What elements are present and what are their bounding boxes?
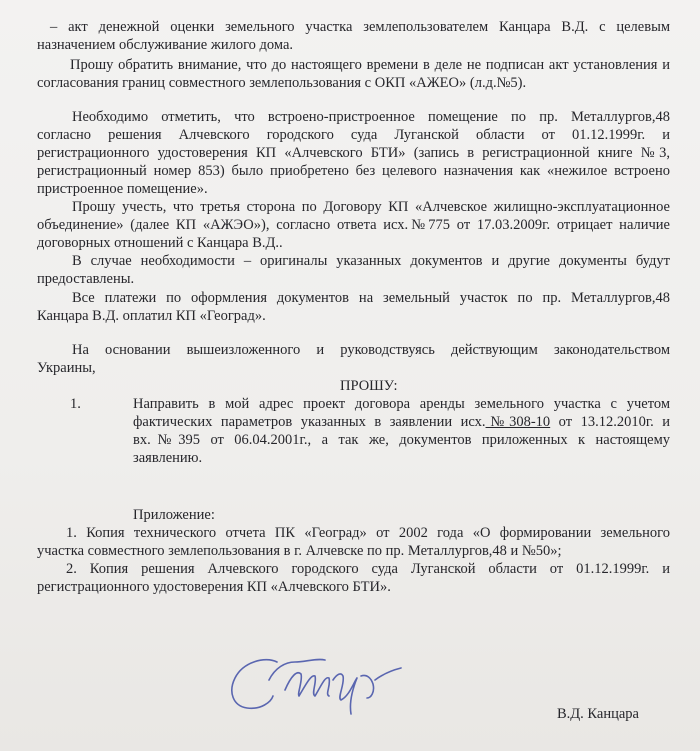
basis-line-2: Украины, bbox=[37, 360, 96, 376]
handwritten-signature bbox=[225, 640, 415, 720]
request-line-2-post: от 13.12.2010г. и bbox=[550, 414, 671, 430]
third-party-line-1: Прошу учесть, что третья сторона по Договору КП «Алчевское жилищно-эксплуатационное bbox=[72, 199, 670, 215]
attention-line-1: Прошу обратить внимание, что до настоящего времени в деле не подписан акт установления и bbox=[70, 57, 670, 73]
payments-line-2: Канцара В.Д. оплатил КП «Геоград». bbox=[37, 308, 266, 324]
request-line-2 bbox=[133, 414, 670, 431]
request-item-number: 1. bbox=[70, 396, 81, 412]
third-party-line-3: договорных отношений с Канцара В.Д.. bbox=[37, 235, 283, 251]
signer-name: В.Д. Канцара bbox=[557, 706, 639, 722]
appendix-item-2-line-1: 2. Копия решения Алчевского городского суда Луганской области от 01.12.1999г. и bbox=[66, 561, 670, 577]
request-line-3: вх.№395 от 06.04.2001г., а так же, документов приложенных к настоящему bbox=[133, 432, 670, 448]
payments-line-1: Все платежи по оформления документов на земельный участок по пр. Металлургов,48 bbox=[72, 290, 670, 306]
third-party-line-2: объединение» (далее КП «АЖЭО»), согласно ответа исх.№775 от 17.03.2009г. отрицает наличие bbox=[37, 217, 670, 233]
appendix-heading: Приложение: bbox=[133, 507, 215, 523]
premises-line-1: Необходимо отметить, что встроено-пристроенное помещение по пр. Металлургов,48 bbox=[72, 109, 670, 125]
appendix-item-1-line-2: участка совместного землепользования в г. Алчевске по пр. Металлургов,48 и №50»; bbox=[37, 543, 562, 559]
request-line-1: Направить в мой адрес проект договора аренды земельного участка с учетом bbox=[133, 396, 670, 412]
appendix-item-2-line-2: регистрационного удостоверения КП «Алчевского БТИ». bbox=[37, 579, 391, 595]
appendix-item-1-line-1: 1. Копия технического отчета ПК «Геоград» от 2002 года «О формировании земельного bbox=[66, 525, 670, 541]
act-line-2: назначением обслуживание жилого дома. bbox=[37, 37, 294, 53]
attention-line-2: согласования границ совместного землепользования с ОКП «АЖЕО» (л.д.№5). bbox=[37, 75, 527, 91]
premises-line-2: согласно решения Алчевского городского суда Луганской области от 01.12.1999г. и bbox=[37, 127, 670, 143]
premises-line-3: регистрационного удостоверения КП «Алчевского БТИ» (запись в регистрационной книге №3, bbox=[37, 145, 670, 161]
originals-line-1: В случае необходимости – оригиналы указанных документов и другие документы будут bbox=[72, 253, 670, 269]
request-line-4: заявлению. bbox=[133, 450, 203, 466]
request-reference-number: №308-10 bbox=[485, 414, 551, 430]
premises-line-4: регистрационный номер 853) было приобретено без целевого назначения как «нежилое встроено bbox=[37, 163, 670, 179]
basis-line-1: На основании вышеизложенного и руководствуясь действующим законодательством bbox=[72, 342, 670, 358]
act-line-1: – акт денежной оценки земельного участка землепользователем Канцара В.Д. с целевым bbox=[50, 19, 670, 35]
originals-line-2: предоставлены. bbox=[37, 271, 135, 287]
premises-line-5: пристроенное помещение». bbox=[37, 181, 208, 197]
request-line-2-pre: фактических параметров указанных в заявлении исх. bbox=[133, 414, 486, 430]
request-heading: ПРОШУ: bbox=[340, 378, 398, 394]
